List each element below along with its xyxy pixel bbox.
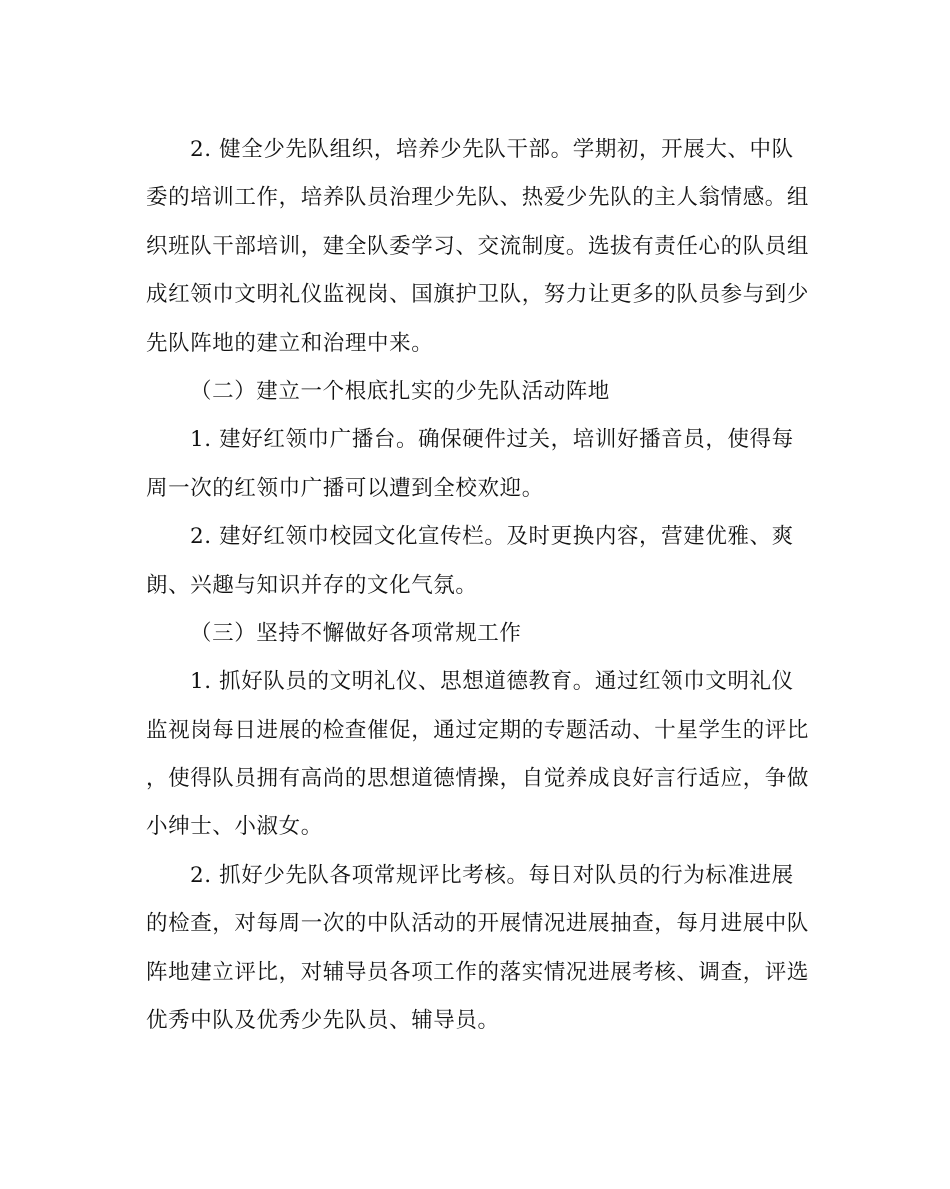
paragraph-line: 优秀中队及优秀少先队员、辅导员。: [146, 1008, 500, 1034]
paragraph-line: ，使得队员拥有高尚的思想道德情操，自觉养成良好言行适应，争做: [146, 766, 810, 792]
paragraph-line: 的检查，对每周一次的中队活动的开展情况进展抽查，每月进展中队: [146, 911, 810, 937]
paragraph-line: 朗、兴趣与知识并存的文化气氛。: [146, 572, 478, 598]
paragraph-line: 1. 建好红领巾广播台。确保硬件过关，培训好播音员，使得每: [190, 427, 794, 453]
section-heading: （三）坚持不懈做好各项常规工作: [190, 620, 522, 646]
paragraph-line: 2. 抓好少先队各项常规评比考核。每日对队员的行为标准进展: [190, 862, 794, 888]
paragraph-line: 先队阵地的建立和治理中来。: [146, 330, 434, 356]
paragraph-line: 成红领巾文明礼仪监视岗、国旗护卫队，努力让更多的队员参与到少: [146, 282, 810, 308]
section-heading: （二）建立一个根底扎实的少先队活动阵地: [190, 378, 610, 404]
document-body: [146, 126, 810, 1045]
paragraph-line: 监视岗每日进展的检查催促，通过定期的专题活动、十星学生的评比: [146, 717, 810, 743]
paragraph-line: 织班队干部培训，建全队委学习、交流制度。选拔有责任心的队员组: [146, 233, 810, 259]
paragraph-line: 1. 抓好队员的文明礼仪、思想道德教育。通过红领巾文明礼仪: [190, 669, 794, 695]
paragraph-line: 2. 健全少先队组织，培养少先队干部。学期初，开展大、中队: [190, 137, 794, 162]
paragraph-line: 小绅士、小淑女。: [146, 814, 323, 840]
paragraph-line: 委的培训工作，培养队员治理少先队、热爱少先队的主人翁情感。组: [146, 185, 810, 211]
paragraph-line: 2. 建好红领巾校园文化宣传栏。及时更换内容，营建优雅、爽: [190, 524, 794, 550]
paragraph-line: 阵地建立评比，对辅导员各项工作的落实情况进展考核、调查，评选: [146, 959, 810, 985]
paragraph-line: 周一次的红领巾广播可以遭到全校欢迎。: [146, 475, 544, 501]
